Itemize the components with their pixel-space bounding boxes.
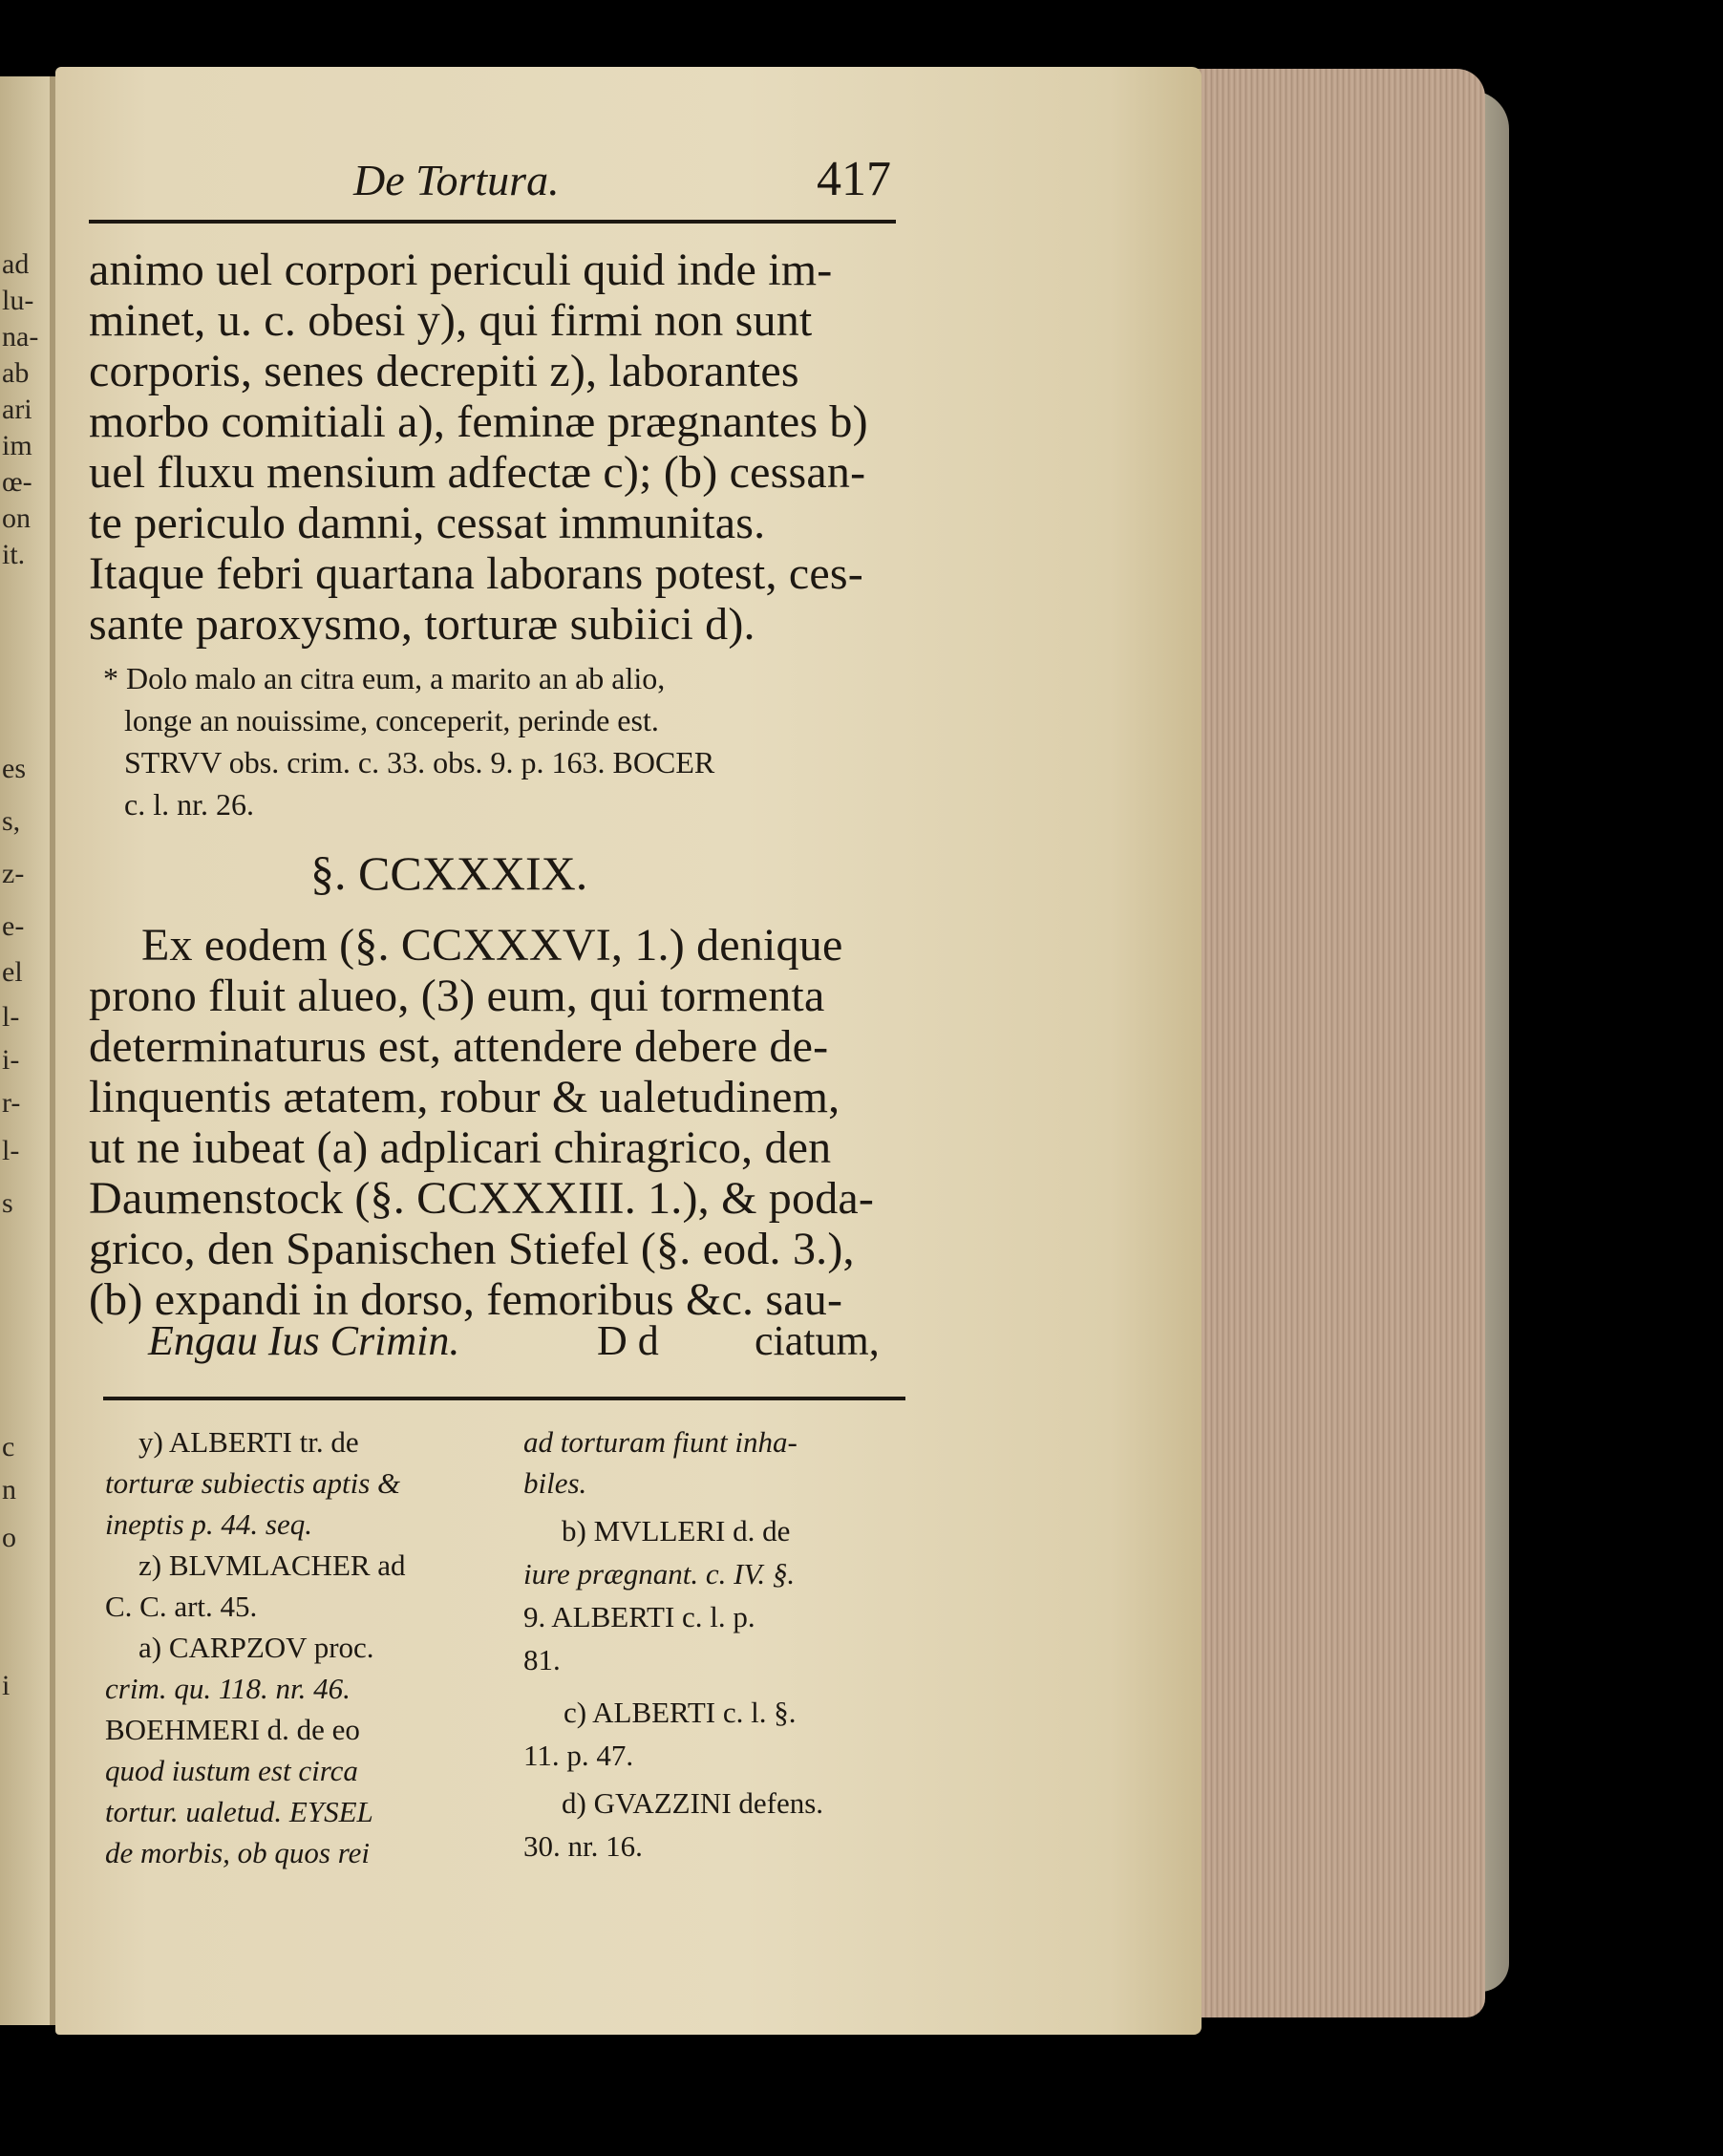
footnote-line: biles. xyxy=(523,1466,587,1500)
text-line: te periculo damni, cessat immunitas. xyxy=(89,498,766,548)
footnote-line: crim. qu. 118. nr. 46. xyxy=(105,1672,351,1705)
footnote-line: quod iustum est circa xyxy=(105,1754,358,1787)
margin-fragment: el xyxy=(2,956,23,988)
text-line: linquentis ætatem, robur & ualetudinem, xyxy=(89,1072,840,1122)
text-line: animo uel corpori periculi quid inde im- xyxy=(89,245,833,295)
margin-fragment: s, xyxy=(2,805,21,837)
margin-fragment: i xyxy=(2,1670,11,1701)
margin-fragment: ari xyxy=(2,394,32,425)
text-line: grico, den Spanischen Stiefel (§. eod. 3.), xyxy=(89,1224,855,1274)
margin-fragment: es xyxy=(2,753,26,784)
text-line: minet, u. c. obesi y), qui firmi non sunt xyxy=(89,295,813,346)
margin-fragment: e- xyxy=(2,910,25,942)
header-rule xyxy=(89,220,896,224)
note-line: c. l. nr. 26. xyxy=(124,787,254,822)
margin-fragment: lu- xyxy=(2,285,34,316)
footnote-line: d) GVAZZINI defens. xyxy=(562,1786,824,1820)
margin-fragment: ad xyxy=(2,248,30,280)
margin-fragment: i- xyxy=(2,1044,20,1076)
text-line: Ex eodem (§. CCXXXVI, 1.) denique xyxy=(141,920,843,971)
section-heading: §. CCXXXIX. xyxy=(310,846,588,900)
footnote-line: z) BLVMLACHER ad xyxy=(138,1548,406,1582)
footnote-line: 30. nr. 16. xyxy=(523,1829,643,1863)
page-block-edge xyxy=(1189,69,1485,2017)
signature-mark: D d xyxy=(597,1317,659,1364)
signature-title: Engau Ius Crimin. xyxy=(148,1317,460,1364)
margin-fragment: r- xyxy=(2,1087,21,1119)
margin-fragment: n xyxy=(2,1474,16,1505)
footnote-line: y) ALBERTI tr. de xyxy=(138,1425,359,1459)
text-line: Daumenstock (§. CCXXXIII. 1.), & poda- xyxy=(89,1173,875,1224)
margin-fragment: on xyxy=(2,502,31,534)
footnote-line: ineptis p. 44. seq. xyxy=(105,1507,312,1541)
footnote-line: iure prægnant. c. IV. §. xyxy=(523,1557,796,1590)
text-line: ut ne iubeat (a) adplicari chiragrico, den xyxy=(89,1122,832,1173)
margin-fragment: s xyxy=(2,1187,13,1219)
margin-fragment: c xyxy=(2,1431,15,1462)
footnote-line: b) MVLLERI d. de xyxy=(562,1514,791,1548)
footnote-rule xyxy=(103,1397,905,1400)
note-line: * Dolo malo an citra eum, a marito an ab alio, xyxy=(103,661,666,695)
text-line: prono fluit alueo, (3) eum, qui tormenta xyxy=(89,971,825,1021)
running-title: De Tortura. xyxy=(353,156,560,204)
text-line: uel fluxu mensium adfectæ c); (b) cessan- xyxy=(89,447,866,498)
margin-fragment: ab xyxy=(2,357,30,389)
footnote-line: 81. xyxy=(523,1643,561,1676)
text-line: (b) expandi in dorso, femoribus &c. sau- xyxy=(89,1274,843,1325)
footnote-line: a) CARPZOV proc. xyxy=(138,1631,374,1664)
footnote-line: 11. p. 47. xyxy=(523,1739,634,1772)
footnote-line: c) ALBERTI c. l. §. xyxy=(564,1696,797,1729)
text-line: determinaturus est, attendere debere de- xyxy=(89,1021,829,1072)
margin-fragment: o xyxy=(2,1522,16,1553)
footnote-line: tortur. ualetud. EYSEL xyxy=(105,1795,373,1828)
page-number: 417 xyxy=(817,152,891,206)
margin-fragment: z- xyxy=(2,858,25,889)
text-line: morbo comitiali a), feminæ prægnantes b) xyxy=(89,396,868,447)
footnote-line: BOEHMERI d. de eo xyxy=(105,1713,360,1746)
text-line: corporis, senes decrepiti z), laborantes xyxy=(89,346,799,396)
catchword: ciatum, xyxy=(755,1317,880,1364)
margin-fragment: na- xyxy=(2,321,39,352)
note-line: STRVV obs. crim. c. 33. obs. 9. p. 163. BOCER xyxy=(124,745,715,779)
margin-fragment: œ- xyxy=(2,466,32,498)
margin-fragment: im xyxy=(2,430,32,461)
note-line: longe an nouissime, conceperit, perinde est. xyxy=(124,703,659,737)
footnote-line: C. C. art. 45. xyxy=(105,1590,258,1623)
margin-fragment: it. xyxy=(2,539,26,570)
footnote-line: torturæ subiectis aptis & xyxy=(105,1466,401,1500)
text-line: Itaque febri quartana laborans potest, ces- xyxy=(89,548,863,599)
margin-fragment: l- xyxy=(2,1135,20,1166)
footnote-line: 9. ALBERTI c. l. p. xyxy=(523,1600,755,1633)
footnote-line: ad torturam fiunt inha- xyxy=(523,1425,798,1459)
text-line: sante paroxysmo, torturæ subiici d). xyxy=(89,599,755,650)
margin-fragment: l- xyxy=(2,1001,20,1033)
footnote-line: de morbis, ob quos rei xyxy=(105,1836,370,1869)
